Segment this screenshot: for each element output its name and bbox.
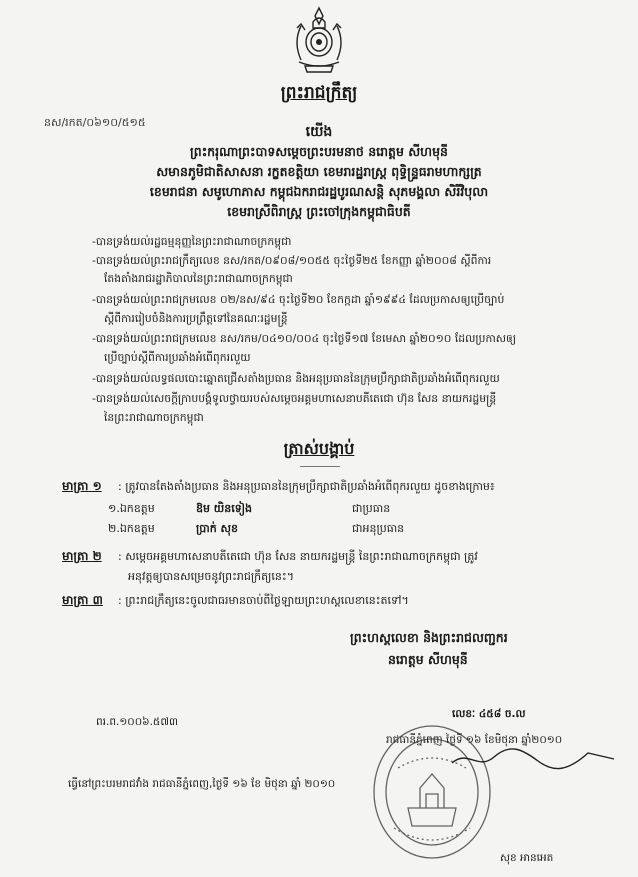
heading-divider (300, 466, 340, 467)
member-role: ជាប្រធាន (352, 502, 391, 515)
king-signature-name: នរោត្តម សីហមុនី (388, 652, 468, 667)
basis-line: -បានទ្រង់យល់លទ្ធផលបោះឆ្នោតជ្រើសតាំងប្រធាន និងអនុប្រធាននៃក្រុមប្រឹក្សាជាតិប្រឆាំងអំពើពុករលួយ (92, 372, 500, 385)
registry-lekh: លេខៈ ៤៥៨ ច.ល (452, 708, 526, 720)
decree-reference-number: នស/រកត/០៦១០/៥១៥ (44, 116, 146, 129)
member-name: ឱម យិនទៀង (196, 502, 252, 515)
basis-line: ស្តីពីការរៀបចំនិងការប្រព្រឹត្តទៅនៃគណៈរដ្ឋមន្ត្រី (104, 312, 288, 325)
basis-line: -បានទ្រង់យល់ព្រះរាជក្រមលេខ នស/រកម/០៤១០/០០៤ ចុះថ្ងៃទី១៧ ខែមេសា ឆ្នាំ២០១០ ដែលប្រកាសឲ្យ (92, 332, 517, 345)
yeung-heading: យើង (305, 124, 333, 140)
member-name: ប្រាក់ សុខ (196, 522, 239, 535)
king-title-line-1: ព្រះករុណាព្រះបាទសម្តេចព្រះបរមនាថ នរោត្តម សីហមុនី (190, 144, 448, 159)
royal-coat-of-arms-icon (287, 6, 351, 76)
basis-line: -បានទ្រង់យល់ព្រះរាជក្រឹត្យលេខ នស/រកត/០៩០៨/១០៥៥ ចុះថ្ងៃទី២៥ ខែកញ្ញា ឆ្នាំ២០០៨ ស្តីពីការ (92, 254, 492, 267)
basis-line: នៃព្រះរាជាណាចក្រកម្ពុជា (104, 411, 204, 424)
member-number: ២.ឯកឧត្តម (108, 522, 155, 535)
article-3-text: : ព្រះរាជក្រឹត្យនេះចូលជាធរមានចាប់ពីថ្ងៃឡាយព្រះហស្តលេខានេះតទៅ។ (118, 594, 409, 607)
article-2-line-1: : សម្តេចអគ្គមហាសេនាបតីតេជោ ហ៊ុន សែន នាយករដ្ឋមន្ត្រី នៃព្រះរាជាណាចក្រកម្ពុជា ត្រូវ (118, 550, 478, 563)
basis-line: ប្រើច្បាប់ស្តីពីការប្រឆាំងអំពើពុករលួយ (104, 351, 251, 364)
handwritten-signature (448, 745, 618, 773)
basis-line: -បានទ្រង់យល់សេចក្តីក្រាបបង្គំទូលថ្វាយរបស់សម្តេចអគ្គមហាសេនាបតីតេជោ ហ៊ុន សែន នាយករដ្ឋមន្ត្រី (92, 392, 497, 405)
member-role: ជាអនុប្រធាន (352, 522, 405, 535)
king-title-line-4: ខេមរាស្រីពិរាស្ត្រ ព្រះចៅក្រុងកម្ពុជាធិបតី (227, 204, 411, 219)
article-1-label: មាត្រា ១ (62, 479, 102, 493)
article-1-text: : ត្រូវបានតែងតាំងប្រធាន និងអនុប្រធាននៃក្រុមប្រឹក្សាជាតិប្រឆាំងអំពើពុករលួយ ដូចខាងក្រោម៖ (118, 480, 495, 493)
registry-number: ពរ.ព.១០០៦.៥៧៣ (96, 716, 178, 728)
decree-heading: ត្រាស់បង្គាប់ (283, 439, 355, 458)
article-2-line-2: អនុវត្តឲ្យបានសម្រេចនូវព្រះរាជក្រឹត្យនេះ។ (128, 570, 294, 583)
member-number: ១.ឯកឧត្តម (108, 502, 155, 515)
footer-place-date: ធ្វើនៅព្រះបរមរាជវាំង រាជធានីភ្នំពេញ,ថ្ងៃទី ១៦ ខែ មិថុនា ឆ្នាំ ២០១០ (68, 778, 336, 790)
basis-line: តែងតាំងរាជរដ្ឋាភិបាលនៃព្រះរាជាណាចក្រកម្ពុជា (104, 272, 293, 285)
footer-signer: សុខ អានអេត (500, 852, 554, 864)
official-seal-stamp-icon (368, 708, 496, 864)
king-title-line-2: សមានភូមិជាតិសាសនា រក្ខតខត្តិយា ខេមរារដ្ឋរាស្ត្រ ពុទ្ធិន្ទ្រធរាមហាក្សត្រ (156, 164, 482, 179)
royal-signature-caption: ព្រះហស្តលេខា និងព្រះរាជលញ្ជករ (350, 630, 508, 645)
article-3-label: មាត្រា ៣ (62, 593, 103, 607)
king-title-line-3: ខេមរាជនា សមូហោភាស កម្ពុជឯករាជរដ្ឋបូរណសន្តិ សុភមង្គលា សិរីវិបុលា (149, 184, 489, 199)
basis-line: -បានទ្រង់យល់ព្រះរាជក្រមលេខ ០២/នស/៩៤ ចុះថ្ងៃទី២០ ខែកក្កដា ឆ្នាំ១៩៩៤ ដែលប្រកាសឲ្យប្រើច្បាប់ (92, 293, 505, 306)
registry-date-line: រាជធានីភ្នំពេញ ថ្ងៃទី ១៦ ខែមិថុនា ឆ្នាំ២០១០ (386, 734, 563, 746)
article-2-label: មាត្រា ២ (62, 549, 102, 563)
basis-line: -បានទ្រង់យល់រដ្ឋធម្មនុញ្ញនៃព្រះរាជាណាចក្រកម្ពុជា (92, 235, 292, 248)
document-title: ព្រះរាជក្រឹត្យ (280, 83, 358, 103)
